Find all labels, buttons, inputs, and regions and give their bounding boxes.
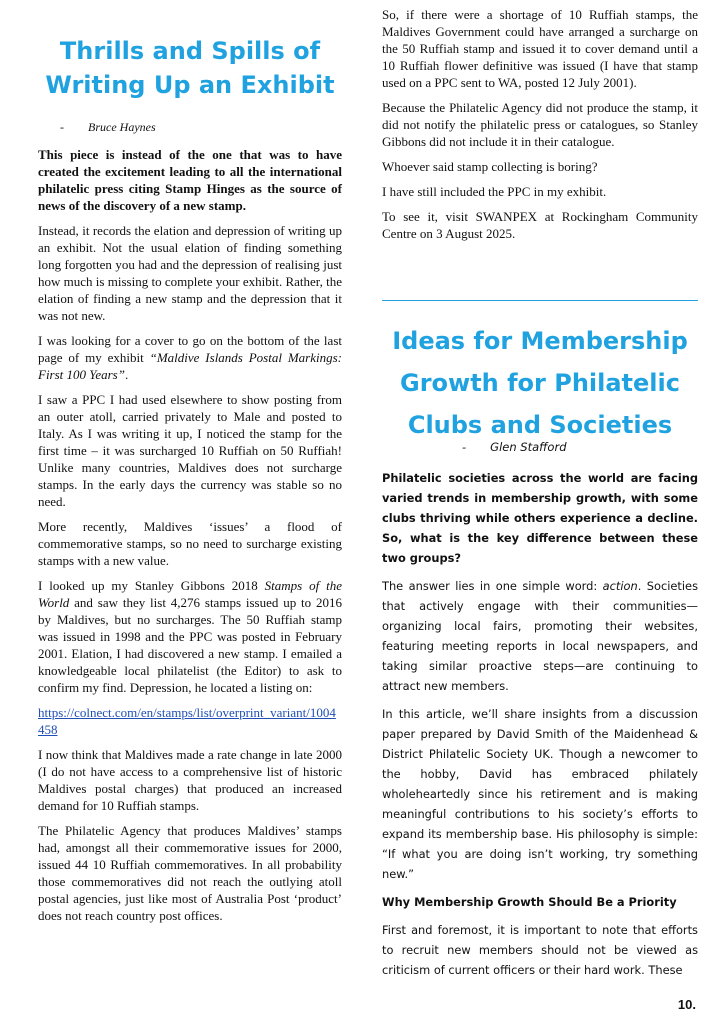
paragraph: I have still included the PPC in my exhibit. [382,184,607,199]
byline [60,120,156,135]
article-body-right [382,6,698,250]
author-name: Bruce Haynes [88,120,156,134]
article-title: Ideas for Membership Growth for Philatelic Clubs and Societies [392,327,688,439]
page-number: 10. [677,997,696,1012]
article-body-right-2 [382,468,698,988]
paragraph: I was looking for a cover to go on the bottom of the last page of my exhibit “Maldive Islands Postal Markings: First 100 Years”. [38,333,343,382]
paragraph: Because the Philatelic Agency did not produce the stamp, it did not notify the philatelic press or catalogues, so Stanley Gibbons did not include it in their catalogue. [382,100,698,149]
lead-paragraph: Philatelic societies across the world are facing varied trends in membership growth, with some clubs thriving while others experience a decline. So, what is the key difference between these two groups? [382,471,698,565]
article-body-left [38,146,342,932]
byline-dash: - [462,440,467,454]
colnect-link[interactable]: https://colnect.com/en/stamps/list/overprint_variant/1004458 [38,705,336,737]
article-title: Thrills and Spills of Writing Up an Exhibit [45,37,335,99]
paragraph [38,704,342,738]
byline-dash: - [60,120,64,134]
section-divider [382,300,698,301]
paragraph: More recently, Maldives ‘issues’ a flood of commemorative stamps, so no need to surcharge existing stamps with a new value. [38,519,342,568]
paragraph: I looked up my Stanley Gibbons 2018 Stamps of the World and saw they list 4,276 stamps issued up to 2016 by Maldives, but no surcharges. The 50 Ruffiah stamp was issued in 1998 and the PPC was posted in February 2001. Elation, I had discovered a new stamp. I emailed a knowledgeable local philatelist (the Editor) to ask to confirm my find. Depression, he located a listing on: [38,578,342,695]
paragraph: The Philatelic Agency that produces Maldives’ stamps had, amongst all their commemorative issues for 2000, issued 44 10 Ruffiah commemoratives. In all probability those commemoratives did not reach the outlying atoll postal agencies, just like most of Australia Post ‘product’ does not reach country post offices. [38,823,342,923]
author-name: Glen Stafford [490,440,567,454]
paragraph: First and foremost, it is important to note that efforts to recruit new members should not be viewed as criticism of current officers or their hard work. These [382,923,698,977]
paragraph: Instead, it records the elation and depression of writing up an exhibit. Not the usual elation of finding something long forgotten you had and the depression of realising just how much is missing to complete your exhibit. Rather, the elation of finding a new stamp and the depression that it was not new. [38,223,342,323]
paragraph: I now think that Maldives made a rate change in late 2000 (I do not have access to a comprehensive list of historic Maldives postal charges) that produced an increased demand for 10 Ruffiah stamps. [38,747,342,813]
lead-paragraph: This piece is instead of the one that was to have created the excitement leading to all the international philatelic press citing Stamp Hinges as the source of news of the discovery of a new stamp. [38,147,342,213]
paragraph: In this article, we’ll share insights from a discussion paper prepared by David Smith of the Maidenhead & District Philatelic Society UK. Though a newcomer to the hobby, David has embraced philately wholeheartedly since his retirement and is making meaningful contributions to his society’s efforts to expand its membership base. His philosophy is simple: “If what you are doing isn’t working, try something new.” [382,707,698,881]
paragraph: To see it, visit SWANPEX at Rockingham Community Centre on 3 August 2025. [382,209,698,241]
paragraph: So, if there were a shortage of 10 Ruffiah stamps, the Maldives Government could have arranged a surcharge on the 50 Ruffiah stamp and issued it to cover demand until a 10 Ruffiah flower definitive was issued (I have that stamp used on a PPC sent to WA, posted 12 July 2001). [382,7,698,90]
byline [462,440,567,454]
section-subheading: Why Membership Growth Should Be a Priority [382,895,677,909]
paragraph: The answer lies in one simple word: action. Societies that actively engage with their communities—organizing local fairs, promoting their websites, featuring meeting reports in local newspapers, and taking similar proactive steps—are continuing to attract new members. [382,579,698,693]
paragraph: I saw a PPC I had used elsewhere to show posting from an outer atoll, carried privately to Male and posted to Italy. As I was writing it up, I noticed the stamp for the first time – it was surcharged 10 Ruffiah on 50 Ruffiah! Unlike many countries, Maldives does not surcharge stamps. In the early days the currency was stable so no need. [38,392,342,509]
paragraph: Whoever said stamp collecting is boring? [382,159,598,174]
